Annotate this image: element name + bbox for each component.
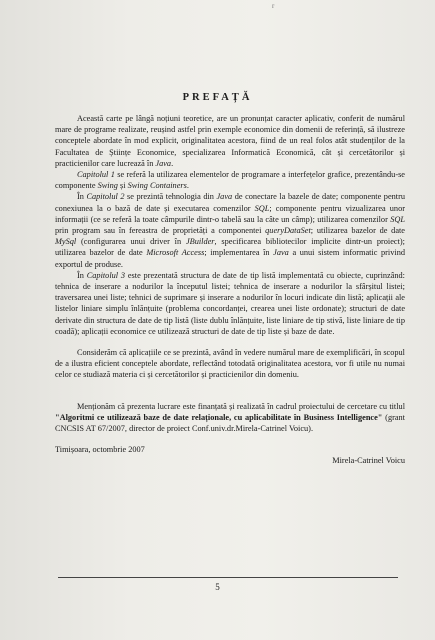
funding-text-a: Menționăm că prezenta lucrare este finanțată și realizată în cadrul proiectului de cercetare cu titlul bbox=[77, 401, 405, 411]
page-number: 5 bbox=[215, 582, 220, 592]
paragraph-chapter-1 bbox=[55, 169, 405, 191]
paragraph-conclusion: Considerăm că aplicațiile ce se prezintă, având în vedere numărul mare de exemplificări, în scopul de a ilustra eficient conceptele abordate, reflectând totodată originalitatea acestora, vor fi utile nu numai celor ce studiază materia ci și cercetătorilor și practicienilor din domeniu. bbox=[55, 348, 405, 380]
chapter-1-label: Capitolul 1 bbox=[77, 170, 115, 180]
ch2-querydataset: queryDataSet bbox=[265, 226, 311, 236]
ch2-access: Microsoft Access bbox=[146, 248, 205, 258]
funding-text-c: (grant CNCSIS AT 67/2007, director de proiect Conf.univ.dr.Mirela-Catrinel Voicu). bbox=[55, 412, 405, 434]
project-title: "Algoritmi ce utilizează baze de date relaționale, cu aplicabilitate în Business Intelligence" bbox=[55, 412, 383, 422]
page-title: PREFAȚĂ bbox=[182, 92, 253, 103]
ch2-text-c: de conectare la bazele de date; componente pentru conexiunea la o bază de date și executarea comenzilor bbox=[55, 192, 406, 213]
ch2-java: Java bbox=[216, 192, 233, 202]
ch2-text-g: (configurarea unui driver în bbox=[76, 237, 186, 247]
ch2-sql-1: SQL bbox=[254, 203, 270, 213]
ch2-sql-2: SQL bbox=[390, 214, 405, 224]
author-name: Mirela-Catrinel Voicu bbox=[332, 456, 405, 466]
date-place: Timișoara, octombrie 2007 bbox=[55, 445, 145, 455]
ch2-text-b: se prezintă tehnologia din bbox=[124, 192, 217, 202]
ch3-text-b: este prezentată structura de date de tip listă implementată cu obiecte, cuprinzând: tehnica de inserare a nodurilor la începutul listei; tehnica de inserare a nodurilor la sfârșitul listei; traversarea unei liste; tehnici de suprimare și inserare a nodurilor în locuri indicate din listă; aplicații ale listelor liniare simplu înlănțuite (problema concordanței, crearea unei liste ordonate); structuri de date derivate din structura de date de tip listă (liste dublu înlănțuite, liste liniare de tip stivă, liste liniare de tip coadă); aplicații economice ce utilizează structuri de date de tip liste și baze de date. bbox=[55, 270, 405, 336]
ch2-text-e: prin program sau în fereastra de proprietăți a componentei bbox=[55, 226, 266, 236]
ch2-text-h: , specificarea bibliotecilor implicite dintr-un proiect); utilizarea bazelor de date bbox=[55, 237, 405, 258]
ch2-text-d: ; componente pentru vizualizarea unor informații (ce se referă la toate câmpurile dintr-o tabelă sau la câte un câmp); utilizarea comenzilor bbox=[55, 203, 405, 224]
ch2-text-j: a unui sistem informatic privind exportul de produse. bbox=[55, 248, 405, 269]
intro-end: . bbox=[171, 158, 174, 168]
intro-java: Java bbox=[155, 158, 172, 168]
ch1-text-a: se referă la utilizarea elementelor de programare a interfețelor grafice, prezentându-se componente bbox=[55, 170, 405, 191]
paragraph-chapter-2 bbox=[55, 191, 405, 269]
ch2-jbuilder: JBuilder bbox=[185, 237, 215, 247]
ch2-mysql: MySql bbox=[55, 237, 77, 247]
ch2-text-a: În bbox=[77, 192, 87, 202]
ch2-java-2: Java bbox=[273, 248, 289, 258]
chapter-2-label: Capitolul 2 bbox=[86, 192, 125, 202]
intro-text: Această carte pe lângă noțiuni teoretice, are un pronunțat caracter aplicativ, conferit de numărul mare de programe realizate, reușind astfel prin exemple economice din domenii de referință, să ilustreze conceptele abordate în mod explicit, originalitatea acestora, fiind de un real folos atât studenților de la Facultatea de Științe Economice, specializarea Informatică Economică, cât și cercetătorilor și practicienilor care lucrează în bbox=[55, 114, 405, 168]
preface-body bbox=[55, 113, 405, 466]
footer-divider bbox=[58, 577, 398, 578]
ch1-text-c: și bbox=[117, 181, 128, 191]
chapter-3-label: Capitolul 3 bbox=[86, 270, 126, 280]
ch2-text-i: ; implementarea în bbox=[204, 248, 274, 258]
paragraph-chapter-3 bbox=[55, 270, 405, 337]
top-margin-mark: r bbox=[272, 2, 275, 10]
ch3-text-a: În bbox=[77, 270, 87, 280]
ch1-end: . bbox=[186, 181, 189, 191]
paragraph-funding bbox=[55, 401, 405, 435]
ch1-swing: Swing bbox=[97, 181, 118, 191]
paragraph-intro bbox=[55, 113, 405, 169]
ch2-text-f: ; utilizarea bazelor de date bbox=[310, 226, 405, 236]
signature-block bbox=[55, 444, 405, 466]
ch1-swing-containers: Swing Containers bbox=[127, 181, 187, 191]
